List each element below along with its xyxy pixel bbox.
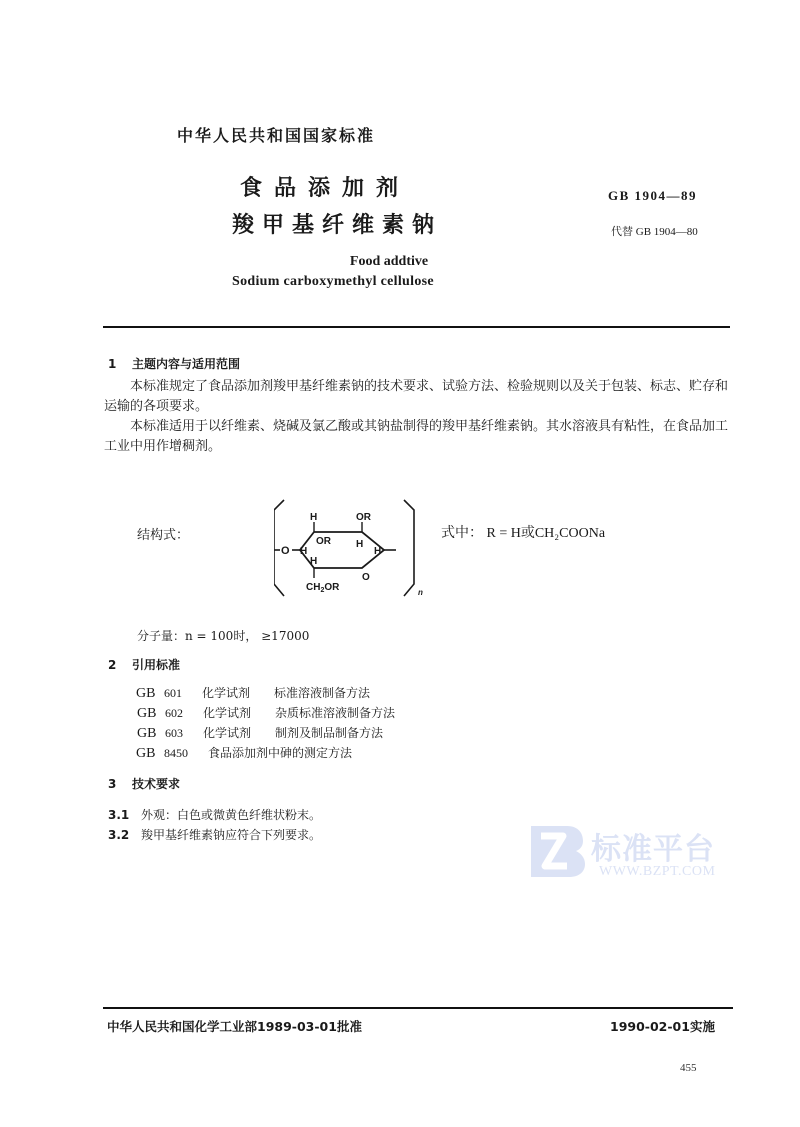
section-3-heading — [108, 775, 180, 792]
ref-title: 食品添加剂中砷的测定方法 — [208, 746, 353, 760]
watermark-name: 标准平台 — [591, 832, 715, 867]
formula-legend: 式中： R = H或CH₂COONa — [441, 526, 606, 541]
section-1-heading — [108, 355, 240, 372]
paragraph-application: 本标准适用于以纤维素、烧碱及氯乙酸或其钠盐制得的羧甲基纤维素钠。其水溶液具有粘性，在食品加工工业中用作增稠剂。 — [104, 419, 729, 454]
ref-code: 603 — [165, 726, 183, 740]
clause-text: 外观：白色或微黄色纤维状粉末。 — [141, 808, 322, 822]
structure-label: 结构式： — [137, 528, 190, 543]
section-title: 主题内容与适用范围 — [132, 357, 241, 371]
svg-text:H: H — [310, 556, 318, 567]
paragraph-scope: 本标准规定了食品添加剂羧甲基纤维素钠的技术要求、试验方法、检验规则以及关于包装、标志、贮存和运输的各项要求。 — [104, 379, 729, 414]
title-cn-line1: 食品添加剂 — [240, 176, 411, 201]
clause-text: 羧甲基纤维素钠应符合下列要求。 — [141, 828, 322, 842]
replaces-standard: 代替 GB 1904—80 — [611, 226, 698, 238]
clause-3-1 — [108, 806, 321, 823]
ref-title: 标准溶液制备方法 — [274, 686, 371, 700]
implementation-date: 1990-02-01实施 — [610, 1019, 715, 1034]
watermark-url: WWW.BZPT.COM — [599, 864, 716, 879]
svg-text:H: H — [374, 546, 382, 557]
molecular-weight: 分子量：n = 100时， ≥17000 — [137, 629, 310, 643]
svg-text:O: O — [281, 545, 290, 557]
clause-number: 3.2 — [108, 828, 130, 842]
national-standard-label: 中华人民共和国国家标准 — [177, 126, 376, 145]
approval-date: 中华人民共和国化学工业部1989-03-01批准 — [107, 1019, 362, 1034]
atom-label: H — [310, 512, 318, 523]
svg-text:OR: OR — [356, 512, 371, 523]
ref-title: 杂质标准溶液制备方法 — [275, 706, 396, 720]
clause-3-2 — [108, 826, 321, 843]
ref-prefix: GB — [136, 746, 156, 761]
header-divider — [103, 326, 730, 328]
title-en-line1: Food addtive — [349, 254, 429, 269]
ref-category: 化学试剂 — [202, 686, 251, 700]
title-cn-line2: 羧甲基纤维素钠 — [232, 213, 443, 238]
standard-number: GB 1904—89 — [608, 188, 698, 203]
structural-formula — [274, 492, 434, 600]
reference-row — [136, 684, 370, 702]
ref-code: 601 — [164, 686, 182, 700]
ref-code: 602 — [165, 706, 183, 720]
svg-text:n: n — [418, 588, 423, 597]
ref-prefix: GB — [137, 726, 157, 741]
svg-text:H: H — [356, 539, 364, 550]
footer-divider — [103, 1007, 733, 1009]
ref-code: 8450 — [164, 746, 188, 760]
section-title: 技术要求 — [132, 777, 181, 791]
svg-text:CH2OR: $CH_2OR$ — [306, 582, 340, 594]
ref-prefix: GB — [136, 686, 156, 701]
watermark — [527, 822, 727, 882]
section-number: 3 — [108, 777, 117, 791]
ref-title: 制剂及制品制备方法 — [275, 726, 384, 740]
section-2-heading — [108, 656, 180, 673]
section-number: 2 — [108, 658, 117, 672]
reference-row — [137, 724, 383, 742]
section-title: 引用标准 — [132, 658, 181, 672]
ref-category: 化学试剂 — [203, 726, 252, 740]
page-number: 455 — [680, 1062, 697, 1074]
bzpt-logo-icon — [527, 822, 587, 880]
section-number: 1 — [108, 357, 117, 371]
clause-number: 3.1 — [108, 808, 130, 822]
svg-text:OR: OR — [316, 536, 331, 547]
reference-row — [136, 744, 352, 762]
title-en-line2: Sodium carboxymethyl cellulose — [232, 274, 434, 289]
svg-text:O: O — [362, 572, 370, 583]
svg-text:H: H — [300, 546, 308, 557]
ref-prefix: GB — [137, 706, 157, 721]
reference-row — [137, 704, 395, 722]
ref-category: 化学试剂 — [203, 706, 252, 720]
